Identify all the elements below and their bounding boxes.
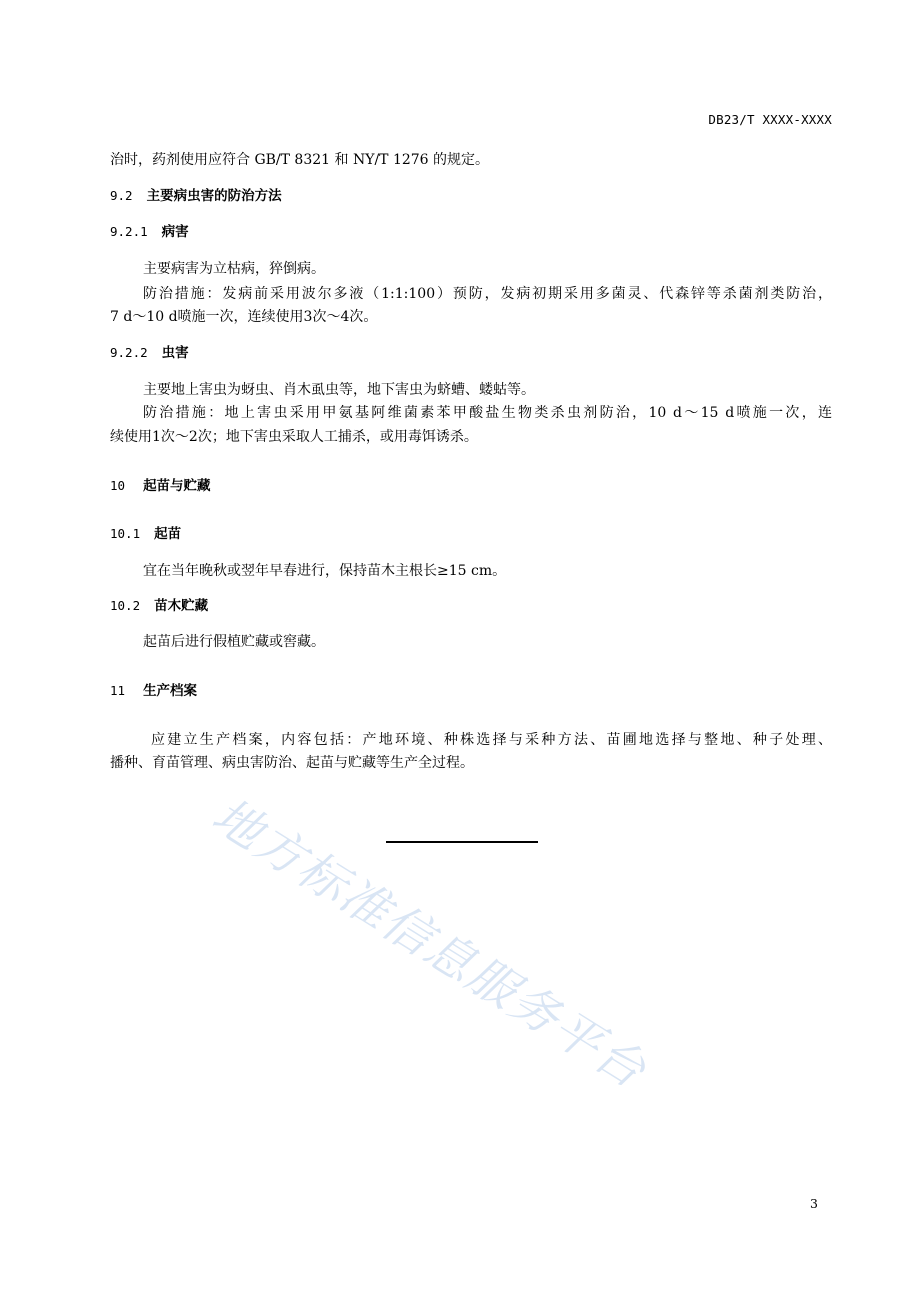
section-title: 生产档案 [143, 683, 198, 699]
section-10-1-heading [110, 524, 181, 544]
records-line-1: 应建立生产档案，内容包括：产地环境、种株选择与采种方法、苗圃地选择与整地、种子处理、 [151, 732, 832, 748]
section-title: 苗木贮藏 [154, 598, 209, 614]
section-title: 病害 [161, 224, 189, 240]
disease-paragraph: 主要病害为立枯病，猝倒病。 [143, 261, 325, 277]
records-line-2: 播种、育苗管理、病虫害防治、起苗与贮藏等生产全过程。 [110, 755, 474, 771]
section-9-2-1-heading [110, 222, 189, 242]
section-number: 10.1 [110, 526, 141, 541]
seedling-lifting-paragraph: 宜在当年晚秋或翌年早春进行，保持苗木主根长≥15 cm。 [143, 563, 507, 579]
section-title: 虫害 [161, 345, 189, 361]
disease-control-line-2: 7 d～10 d喷施一次，连续使用3次～4次。 [110, 309, 378, 325]
section-number: 9.2.2 [110, 345, 148, 360]
section-title: 主要病虫害的防治方法 [146, 188, 282, 204]
page-number: 3 [810, 1196, 818, 1211]
section-number: 11 [110, 683, 126, 698]
intro-paragraph: 治时，药剂使用应符合 GB/T 8321 和 NY/T 1276 的规定。 [110, 152, 490, 168]
disease-control-line-1: 防治措施：发病前采用波尔多液（1:1:100）预防，发病初期采用多菌灵、代森锌等杀菌剂类防治， [143, 286, 832, 302]
section-title: 起苗 [154, 526, 182, 542]
section-number: 10 [110, 478, 126, 493]
section-9-2-heading [110, 186, 282, 206]
section-number: 9.2 [110, 188, 133, 203]
section-number: 9.2.1 [110, 224, 148, 239]
section-10-2-heading [110, 596, 208, 616]
section-title: 起苗与贮藏 [143, 478, 211, 494]
pest-paragraph: 主要地上害虫为蚜虫、肖木虱虫等，地下害虫为蛴螬、蝼蛄等。 [143, 382, 535, 398]
section-number: 10.2 [110, 598, 141, 613]
section-11-heading [110, 681, 197, 701]
section-9-2-2-heading [110, 343, 189, 363]
pest-control-line-2: 续使用1次～2次；地下害虫采取人工捕杀，或用毒饵诱杀。 [110, 429, 478, 445]
end-of-document-rule [386, 841, 538, 843]
watermark: 地方标准信息服务平台 [202, 787, 657, 1100]
document-code: DB23/T XXXX-XXXX [708, 112, 832, 127]
section-10-heading [110, 476, 211, 496]
storage-paragraph: 起苗后进行假植贮藏或窖藏。 [143, 634, 325, 650]
pest-control-line-1: 防治措施：地上害虫采用甲氨基阿维菌素苯甲酸盐生物类杀虫剂防治，10 d～15 d喷施一次，连 [143, 405, 832, 421]
